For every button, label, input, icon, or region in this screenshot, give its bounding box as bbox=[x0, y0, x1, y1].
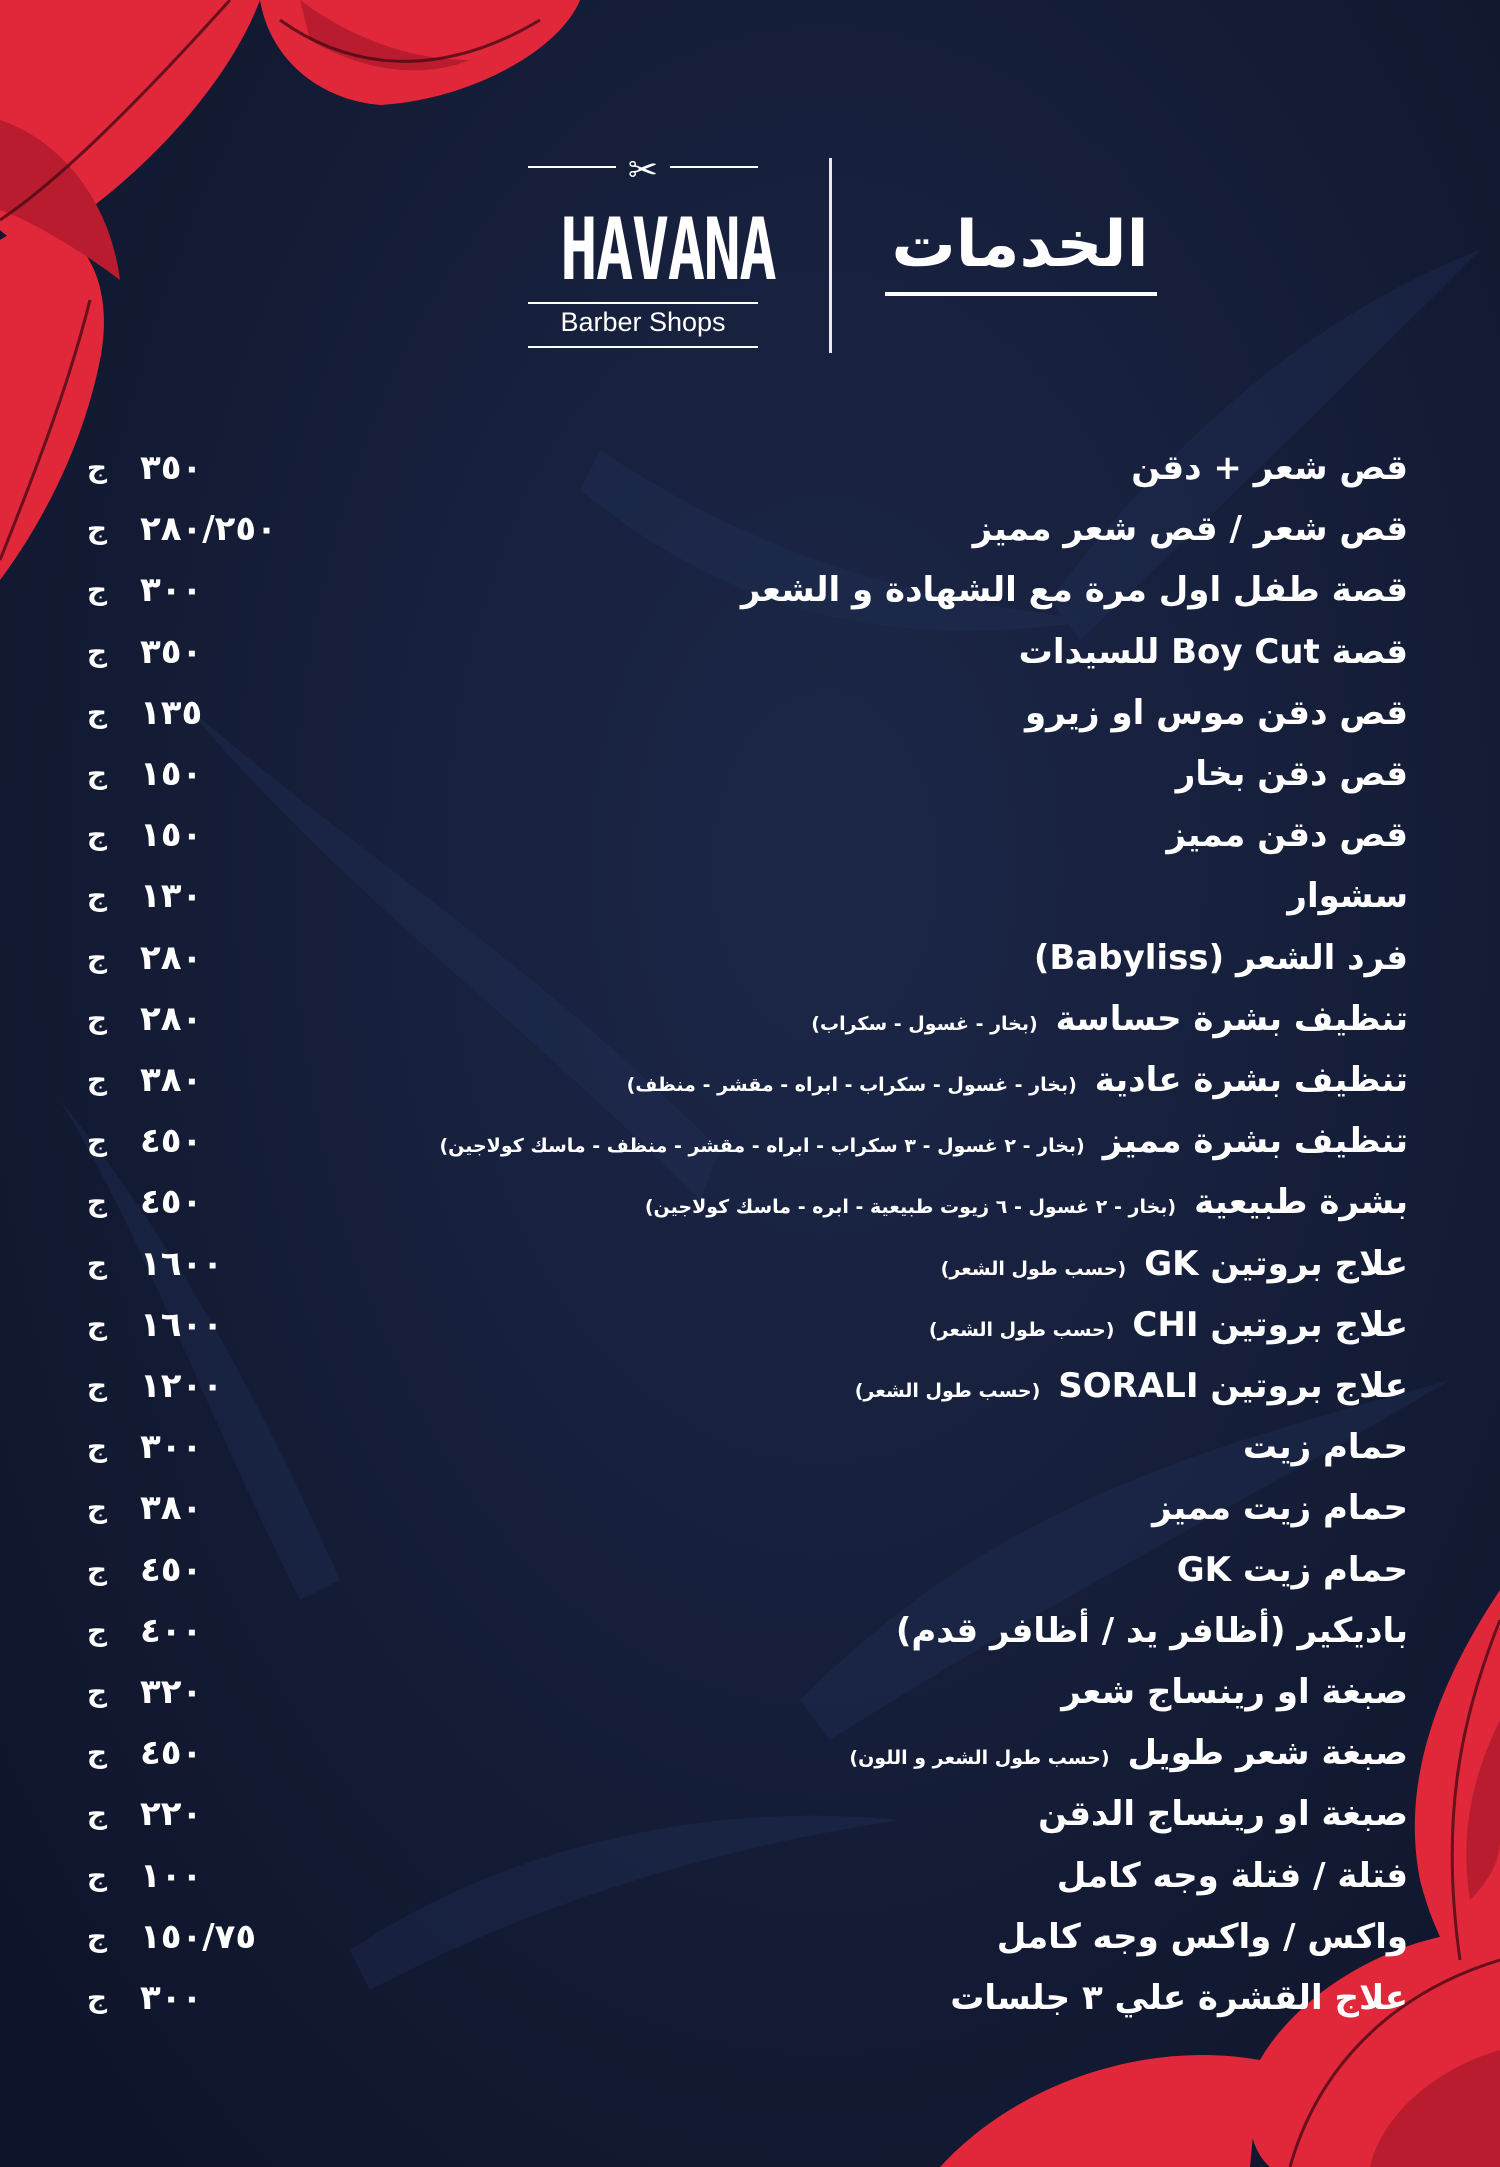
service-price: ٤٥٠ bbox=[140, 1550, 203, 1590]
service-price: ١٦٠٠ bbox=[140, 1305, 224, 1345]
currency-label: ج bbox=[86, 1553, 108, 1586]
service-price: ١٣٠ bbox=[140, 876, 203, 916]
service-name: تنظيف بشرة حساسة bbox=[1055, 999, 1408, 1039]
service-item bbox=[1057, 1847, 1408, 1905]
service-name: علاج القشرة علي ٣ جلسات bbox=[950, 1978, 1408, 2018]
service-item bbox=[811, 990, 1408, 1048]
service-row bbox=[0, 1663, 1500, 1721]
currency-label: ج bbox=[86, 1859, 108, 1892]
service-price: ٣٨٠ bbox=[140, 1060, 203, 1100]
service-price: ٣٥٠ bbox=[140, 632, 203, 672]
service-price: ٢٨٠ bbox=[140, 938, 203, 978]
service-row bbox=[0, 1173, 1500, 1231]
currency-label: ج bbox=[86, 451, 108, 484]
service-row bbox=[0, 806, 1500, 864]
currency-label: ج bbox=[86, 1614, 108, 1647]
service-item bbox=[1019, 623, 1408, 681]
service-row bbox=[0, 1969, 1500, 2027]
currency-label: ج bbox=[86, 1736, 108, 1769]
service-row bbox=[0, 1418, 1500, 1476]
service-price: ١٢٠٠ bbox=[140, 1366, 224, 1406]
service-item bbox=[896, 1602, 1408, 1660]
service-row bbox=[0, 500, 1500, 558]
service-name: صبغة او رينساج شعر bbox=[1061, 1672, 1408, 1712]
service-item bbox=[1177, 1541, 1408, 1599]
service-item bbox=[1025, 684, 1408, 742]
currency-label: ج bbox=[86, 1491, 108, 1524]
service-row bbox=[0, 929, 1500, 987]
service-note: (بخار - ٢ غسول - ٣ سكراب - ابراه - مقشر - منظف - ماسك كولاجين) bbox=[439, 1135, 1085, 1157]
service-price: ١٥٠/٧٥ bbox=[140, 1917, 257, 1957]
service-item bbox=[1176, 745, 1408, 803]
service-row bbox=[0, 1847, 1500, 1905]
currency-label: ج bbox=[86, 757, 108, 790]
scissors-icon: ✂ bbox=[627, 150, 659, 191]
service-item bbox=[439, 1112, 1408, 1170]
service-note: (حسب طول الشعر) bbox=[940, 1258, 1127, 1280]
service-name: علاج بروتين GK bbox=[1144, 1244, 1408, 1284]
service-item bbox=[1243, 1418, 1408, 1476]
service-row bbox=[0, 1112, 1500, 1170]
service-name: قص دقن مميز bbox=[1166, 815, 1408, 855]
service-name: سشوار bbox=[1287, 876, 1408, 916]
service-item bbox=[950, 1969, 1408, 2027]
service-name: قص دقن بخار bbox=[1175, 754, 1408, 794]
service-name: حمام زيت مميز bbox=[1152, 1488, 1408, 1528]
service-price: ١٥٠ bbox=[140, 754, 203, 794]
currency-label: ج bbox=[86, 512, 108, 545]
service-item bbox=[1038, 1785, 1408, 1843]
currency-label: ج bbox=[86, 1369, 108, 1402]
service-item bbox=[1131, 439, 1408, 497]
service-item bbox=[997, 1908, 1408, 1966]
service-item bbox=[627, 1051, 1408, 1109]
service-price: ١٣٥ bbox=[140, 693, 203, 733]
service-name: حمام زيت bbox=[1242, 1427, 1408, 1467]
service-name: فرد الشعر (Babyliss) bbox=[1033, 938, 1408, 978]
service-row bbox=[0, 867, 1500, 925]
service-price: ١٦٠٠ bbox=[140, 1244, 224, 1284]
service-item bbox=[1287, 867, 1408, 925]
currency-label: ج bbox=[86, 1920, 108, 1953]
service-note: (بخار - ٢ غسول - ٦ زيوت طبيعية - ابره - ماسك كولاجين) bbox=[644, 1196, 1177, 1218]
service-price: ٣٠٠ bbox=[140, 1427, 203, 1467]
service-row bbox=[0, 1357, 1500, 1415]
currency-label: ج bbox=[86, 573, 108, 606]
service-item bbox=[929, 1296, 1408, 1354]
service-row bbox=[0, 1296, 1500, 1354]
currency-label: ج bbox=[86, 1124, 108, 1157]
service-name: علاج بروتين CHI bbox=[1132, 1305, 1408, 1345]
page-title: الخدمات bbox=[891, 208, 1149, 282]
service-row bbox=[0, 1235, 1500, 1293]
currency-label: ج bbox=[86, 1185, 108, 1218]
service-price: ١٥٠ bbox=[140, 815, 203, 855]
service-price: ٣٠٠ bbox=[140, 1978, 203, 2018]
service-name: صبغة او رينساج الدقن bbox=[1038, 1794, 1408, 1834]
service-name: قص شعر / قص شعر مميز bbox=[972, 509, 1408, 549]
service-price: ٣٠٠ bbox=[140, 570, 203, 610]
service-note: (حسب طول الشعر) bbox=[928, 1319, 1115, 1341]
service-name: صبغة شعر طويل bbox=[1127, 1733, 1408, 1773]
service-price: ٢٨٠ bbox=[140, 999, 203, 1039]
service-name: تنظيف بشرة عادية bbox=[1094, 1060, 1408, 1100]
service-item bbox=[941, 1235, 1408, 1293]
service-note: (بخار - غسول - سكراب - ابراه - مقشر - منظف) bbox=[626, 1074, 1077, 1096]
service-name: علاج بروتين SORALI bbox=[1058, 1366, 1408, 1406]
service-row bbox=[0, 684, 1500, 742]
service-item bbox=[645, 1173, 1408, 1231]
service-price: ٢٨٠/٢٥٠ bbox=[140, 509, 277, 549]
service-row bbox=[0, 1541, 1500, 1599]
service-name: تنظيف بشرة مميز bbox=[1102, 1121, 1408, 1161]
service-item bbox=[855, 1357, 1408, 1415]
service-row bbox=[0, 1051, 1500, 1109]
service-price: ٤٠٠ bbox=[140, 1611, 203, 1651]
currency-label: ج bbox=[86, 1981, 108, 2014]
logo-name: HAVANA bbox=[560, 200, 776, 300]
service-row bbox=[0, 990, 1500, 1048]
service-row bbox=[0, 1785, 1500, 1843]
service-name: قصة Boy Cut للسيدات bbox=[1018, 632, 1408, 672]
currency-label: ج bbox=[86, 1797, 108, 1830]
service-name: واكس / واكس وجه كامل bbox=[996, 1917, 1408, 1957]
service-price: ٤٥٠ bbox=[140, 1121, 203, 1161]
service-row bbox=[0, 1479, 1500, 1537]
service-price: ١٠٠ bbox=[140, 1856, 203, 1896]
service-item bbox=[1152, 1479, 1408, 1537]
service-price: ٣٥٠ bbox=[140, 448, 203, 488]
service-item bbox=[849, 1724, 1408, 1782]
currency-label: ج bbox=[86, 879, 108, 912]
service-item bbox=[1166, 806, 1408, 864]
service-note: (حسب طول الشعر) bbox=[854, 1380, 1041, 1402]
service-row bbox=[0, 1908, 1500, 1966]
service-name: فتلة / فتلة وجه كامل bbox=[1056, 1856, 1408, 1896]
service-item bbox=[741, 561, 1408, 619]
service-row bbox=[0, 1602, 1500, 1660]
currency-label: ج bbox=[86, 1675, 108, 1708]
currency-label: ج bbox=[86, 1063, 108, 1096]
service-note: (حسب طول الشعر و اللون) bbox=[849, 1747, 1110, 1769]
service-name: حمام زيت GK bbox=[1176, 1550, 1408, 1590]
service-name: قصة طفل اول مرة مع الشهادة و الشعر bbox=[740, 570, 1408, 610]
service-price: ٣٢٠ bbox=[140, 1672, 203, 1712]
currency-label: ج bbox=[86, 635, 108, 668]
service-row bbox=[0, 561, 1500, 619]
currency-label: ج bbox=[86, 1430, 108, 1463]
service-note: (بخار - غسول - سكراب) bbox=[811, 1013, 1038, 1035]
currency-label: ج bbox=[86, 1247, 108, 1280]
service-item bbox=[1061, 1663, 1408, 1721]
currency-label: ج bbox=[86, 1308, 108, 1341]
currency-label: ج bbox=[86, 941, 108, 974]
currency-label: ج bbox=[86, 696, 108, 729]
service-name: باديكير (أظافر يد / أظافر قدم) bbox=[895, 1611, 1408, 1651]
service-price: ٤٥٠ bbox=[140, 1182, 203, 1222]
service-name: بشرة طبيعية bbox=[1194, 1182, 1408, 1222]
service-row bbox=[0, 439, 1500, 497]
currency-label: ج bbox=[86, 1002, 108, 1035]
service-row bbox=[0, 745, 1500, 803]
service-item bbox=[1034, 929, 1408, 987]
currency-label: ج bbox=[86, 818, 108, 851]
service-name: قص شعر + دقن bbox=[1131, 448, 1408, 488]
service-name: قص دقن موس او زيرو bbox=[1025, 693, 1408, 733]
service-price: ٤٥٠ bbox=[140, 1733, 203, 1773]
service-price: ٣٨٠ bbox=[140, 1488, 203, 1528]
logo-subtitle: Barber Shops bbox=[560, 307, 726, 337]
service-price: ٢٢٠ bbox=[140, 1794, 203, 1834]
service-item bbox=[973, 500, 1408, 558]
service-row bbox=[0, 623, 1500, 681]
service-row bbox=[0, 1724, 1500, 1782]
